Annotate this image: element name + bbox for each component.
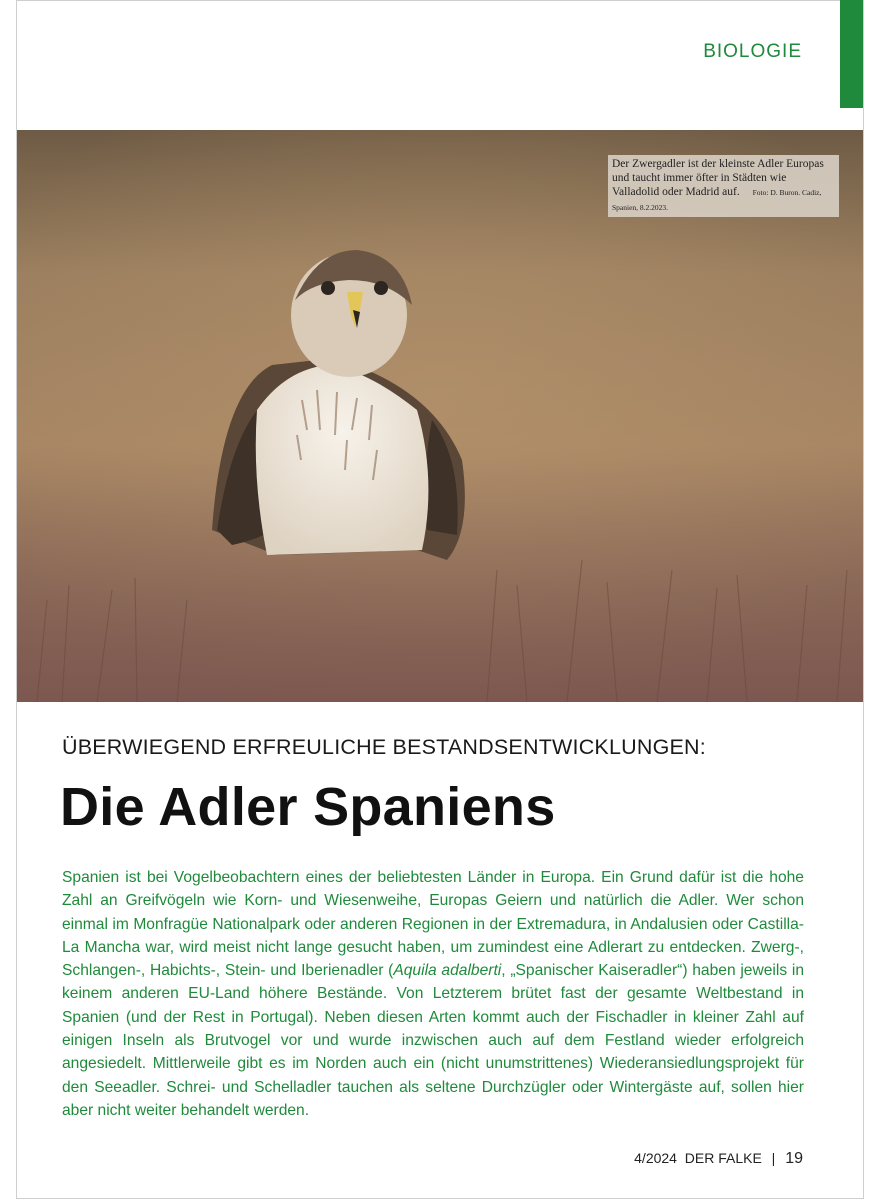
- article-lead: [62, 866, 804, 1122]
- footer-issue: 4/2024: [634, 1150, 677, 1166]
- footer-magazine: DER FALKE: [684, 1150, 762, 1166]
- footer-separator: |: [771, 1150, 776, 1166]
- lead-text-part2: , „Spanischer Kaiseradler“) haben jeweils in keinem anderen EU-Land höhere Bestände. Von Letzterem brütet fast der gesamte Weltbestand in Spanien (und der Rest in Portugal). Neben diesen Arten kommt auch der Fischadler in kleiner Zahl auf einigen Inseln als Brutvogel vor und wurde inzwischen auch auf dem Festland wieder erfolgreich angesiedelt. Mittlerweile gibt es im Norden auch ein (nicht unumstrittenes) Wiederansiedlungsprojekt für den Seeadler. Schrei- und Schelladler tauchen als seltene Durchzügler oder Wintergäste auf, sollen hier aber nicht weiter behandelt werden.: [62, 962, 804, 1119]
- caption-text: Der Zwergadler ist der kleinste Adler Europas und taucht immer öfter in Städten wie Valladolid oder Madrid auf.: [612, 158, 824, 198]
- article-kicker: ÜBERWIEGEND ERFREULICHE BESTANDSENTWICKLUNGEN:: [62, 735, 706, 759]
- section-label: BIOLOGIE: [703, 41, 802, 62]
- page-number: 19: [785, 1150, 803, 1167]
- photo-caption: [608, 155, 839, 217]
- page-footer: [634, 1150, 803, 1168]
- lead-species-name: Aquila adalberti: [393, 962, 502, 980]
- lead-text-part1: Spanien ist bei Vogelbeobachtern eines der beliebtesten Länder in Europa. Ein Grund dafür ist die hohe Zahl an Greifvögeln wie Korn- und Wiesenweihe, Europas Geiern und natürlich die Adler. Wer schon einmal im Monfragüe Nationalpark oder anderen Regionen in der Extremadura, in Andalusien oder Castilla-La Mancha war, wird meist nicht lange gesucht haben, um zumindest eine Adlerart zu entdecken. Zwerg-, Schlangen-, Habichts-, Stein- und Iberienadler (: [62, 869, 804, 980]
- photo-credit: Foto: D. Buron. Cadiz, Spanien, 8.2.2023.: [612, 188, 822, 212]
- article-title: Die Adler Spaniens: [60, 777, 556, 837]
- section-color-tab: [840, 0, 863, 108]
